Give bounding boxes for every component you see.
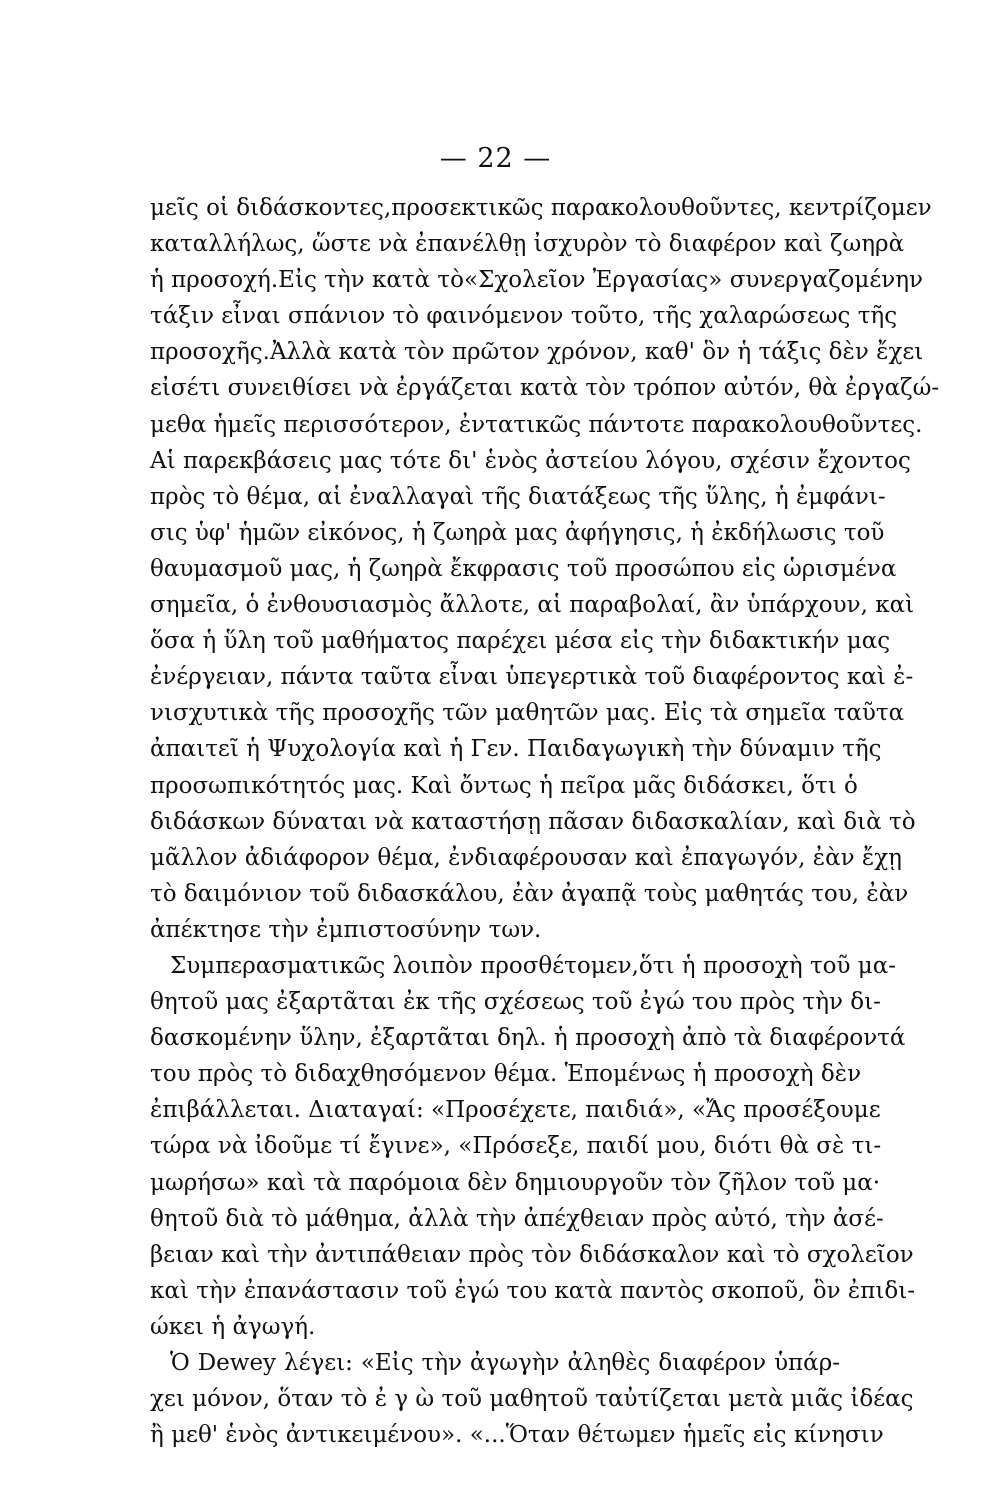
text-line: πρὸς τὸ θέμα, αἱ ἐναλλαγαὶ τῆς διατάξεως τῆς ὕλης, ἡ ἐμφάνι- xyxy=(150,483,886,510)
text-line: θαυμασμοῦ μας, ἡ ζωηρὰ ἔκφρασις τοῦ προσώπου εἰς ὡρισμένα xyxy=(150,555,897,582)
text-line: προσωπικότητός μας. Καὶ ὄντως ἡ πεῖρα μᾶς διδάσκει, ὅτι ὁ xyxy=(150,772,858,799)
text-line: τώρα νὰ ἰδοῦμε τί ἔγινε», «Πρόσεξε, παιδί μου, διότι θὰ σὲ τι- xyxy=(150,1133,882,1160)
text-line: Αἱ παρεκβάσεις μας τότε δι' ἑνὸς ἀστείου λόγου, σχέσιν ἔχοντος xyxy=(150,447,911,474)
text-line: δασκομένην ὕλην, ἐξαρτᾶται δηλ. ἡ προσοχὴ ἀπὸ τὰ διαφέροντά xyxy=(150,1025,906,1052)
text-line: διδάσκων δύναται νὰ καταστήσῃ πᾶσαν διδασκαλίαν, καὶ διὰ τὸ xyxy=(150,808,916,835)
text-line: ἢ μεθ' ἑνὸς ἀντικειμένου». «...Ὅταν θέτωμεν ἡμεῖς εἰς κίνησιν xyxy=(150,1422,884,1449)
text-line: θητοῦ μας ἐξαρτᾶται ἐκ τῆς σχέσεως τοῦ ἐγώ του πρὸς τὴν δι- xyxy=(150,989,881,1016)
text-line: χει μόνον, ὅταν τὸ ἐ γ ὼ τοῦ μαθητοῦ ταὐτίζεται μετὰ μιᾶς ἰδέας xyxy=(150,1386,914,1413)
text-line: θητοῦ διὰ τὸ μάθημα, ἀλλὰ τὴν ἀπέχθειαν πρὸς αὐτό, τὴν ἀσέ- xyxy=(150,1205,884,1232)
text-line: βειαν καὶ τὴν ἀντιπάθειαν πρὸς τὸν διδάσκαλον καὶ τὸ σχολεῖον xyxy=(150,1241,914,1268)
paragraph-start-line: Ὁ Dewey λέγει: «Εἰς τὴν ἀγωγὴν ἀληθὲς διαφέρον ὑπάρ- xyxy=(170,1350,840,1376)
page-number: — 22 — xyxy=(439,143,552,174)
text-line: καταλλήλως, ὥστε νὰ ἐπανέλθῃ ἰσχυρὸν τὸ διαφέρον καὶ ζωηρὰ xyxy=(150,231,905,258)
paragraph-start-line: Συμπερασματικῶς λοιπὸν προσθέτομεν,ὅτι ἡ προσοχὴ τοῦ μα- xyxy=(170,952,897,979)
text-line: σημεῖα, ὁ ἐνθουσιασμὸς ἄλλοτε, αἱ παραβολαί, ἂν ὑπάρχουν, καὶ xyxy=(150,592,915,619)
text-line: προσοχῆς.Ἀλλὰ κατὰ τὸν πρῶτον χρόνον, καθ' ὃν ἡ τάξις δὲν ἔχει xyxy=(150,339,924,366)
text-line: τάξιν εἶναι σπάνιον τὸ φαινόμενον τοῦτο, τῆς χαλαρώσεως τῆς xyxy=(150,303,898,330)
text-line: καὶ τὴν ἐπανάστασιν τοῦ ἐγώ του κατὰ παντὸς σκοποῦ, ὃν ἐπιδι- xyxy=(150,1277,915,1304)
text-line: ώκει ἡ ἀγωγή. xyxy=(150,1313,316,1340)
text-line: σις ὑφ' ἡμῶν εἰκόνος, ἡ ζωηρὰ μας ἀφήγησις, ἡ ἐκδήλωσις τοῦ xyxy=(150,519,885,546)
body-text xyxy=(150,190,940,1453)
text-line: μεῖς οἱ διδάσκοντες,προσεκτικῶς παρακολουθοῦντες, κεντρίζομεν xyxy=(150,195,932,221)
text-line: ὅσα ἡ ὕλη τοῦ μαθήματος παρέχει μέσα εἰς τὴν διδακτικήν μας xyxy=(150,628,891,655)
text-line: μεθα ἡμεῖς περισσότερον, ἐντατικῶς πάντοτε παρακολουθοῦντες. xyxy=(150,411,923,438)
text-line: εἰσέτι συνειθίσει νὰ ἐργάζεται κατὰ τὸν τρόπον αὐτόν, θὰ ἐργαζώ- xyxy=(150,375,940,402)
text-line: ἐνέργειαν, πάντα ταῦτα εἶναι ὑπεγερτικὰ τοῦ διαφέροντος καὶ ἐ- xyxy=(150,664,914,691)
text-line: μωρήσω» καὶ τὰ παρόμοια δὲν δημιουργοῦν τὸν ζῆλον τοῦ μα· xyxy=(150,1169,881,1196)
text-line: τὸ δαιμόνιον τοῦ διδασκάλου, ἐὰν ἀγαπᾷ τοὺς μαθητάς του, ἐὰν xyxy=(150,880,909,907)
text-line: ἀπαιτεῖ ἡ Ψυχολογία καὶ ἡ Γεν. Παιδαγωγικὴ τὴν δύναμιν τῆς xyxy=(150,736,882,763)
text-line: ἡ προσοχή.Εἰς τὴν κατὰ τὸ«Σχολεῖον Ἐργασίας» συνεργαζομένην xyxy=(150,267,923,294)
text-line: νισχυτικὰ τῆς προσοχῆς τῶν μαθητῶν μας. Εἰς τὰ σημεῖα ταῦτα xyxy=(150,700,905,727)
text-line: ἀπέκτησε τὴν ἐμπιστοσύνην των. xyxy=(150,916,542,943)
text-line: ἐπιβάλλεται. Διαταγαί: «Προσέχετε, παιδιά», «Ἄς προσέξουμε xyxy=(150,1097,881,1124)
text-line: μᾶλλον ἀδιάφορον θέμα, ἐνδιαφέρουσαν καὶ ἐπαγωγόν, ἐὰν ἔχῃ xyxy=(150,844,902,871)
text-line: του πρὸς τὸ διδαχθησόμενον θέμα. Ἑπομένως ἡ προσοχὴ δὲν xyxy=(150,1061,862,1088)
